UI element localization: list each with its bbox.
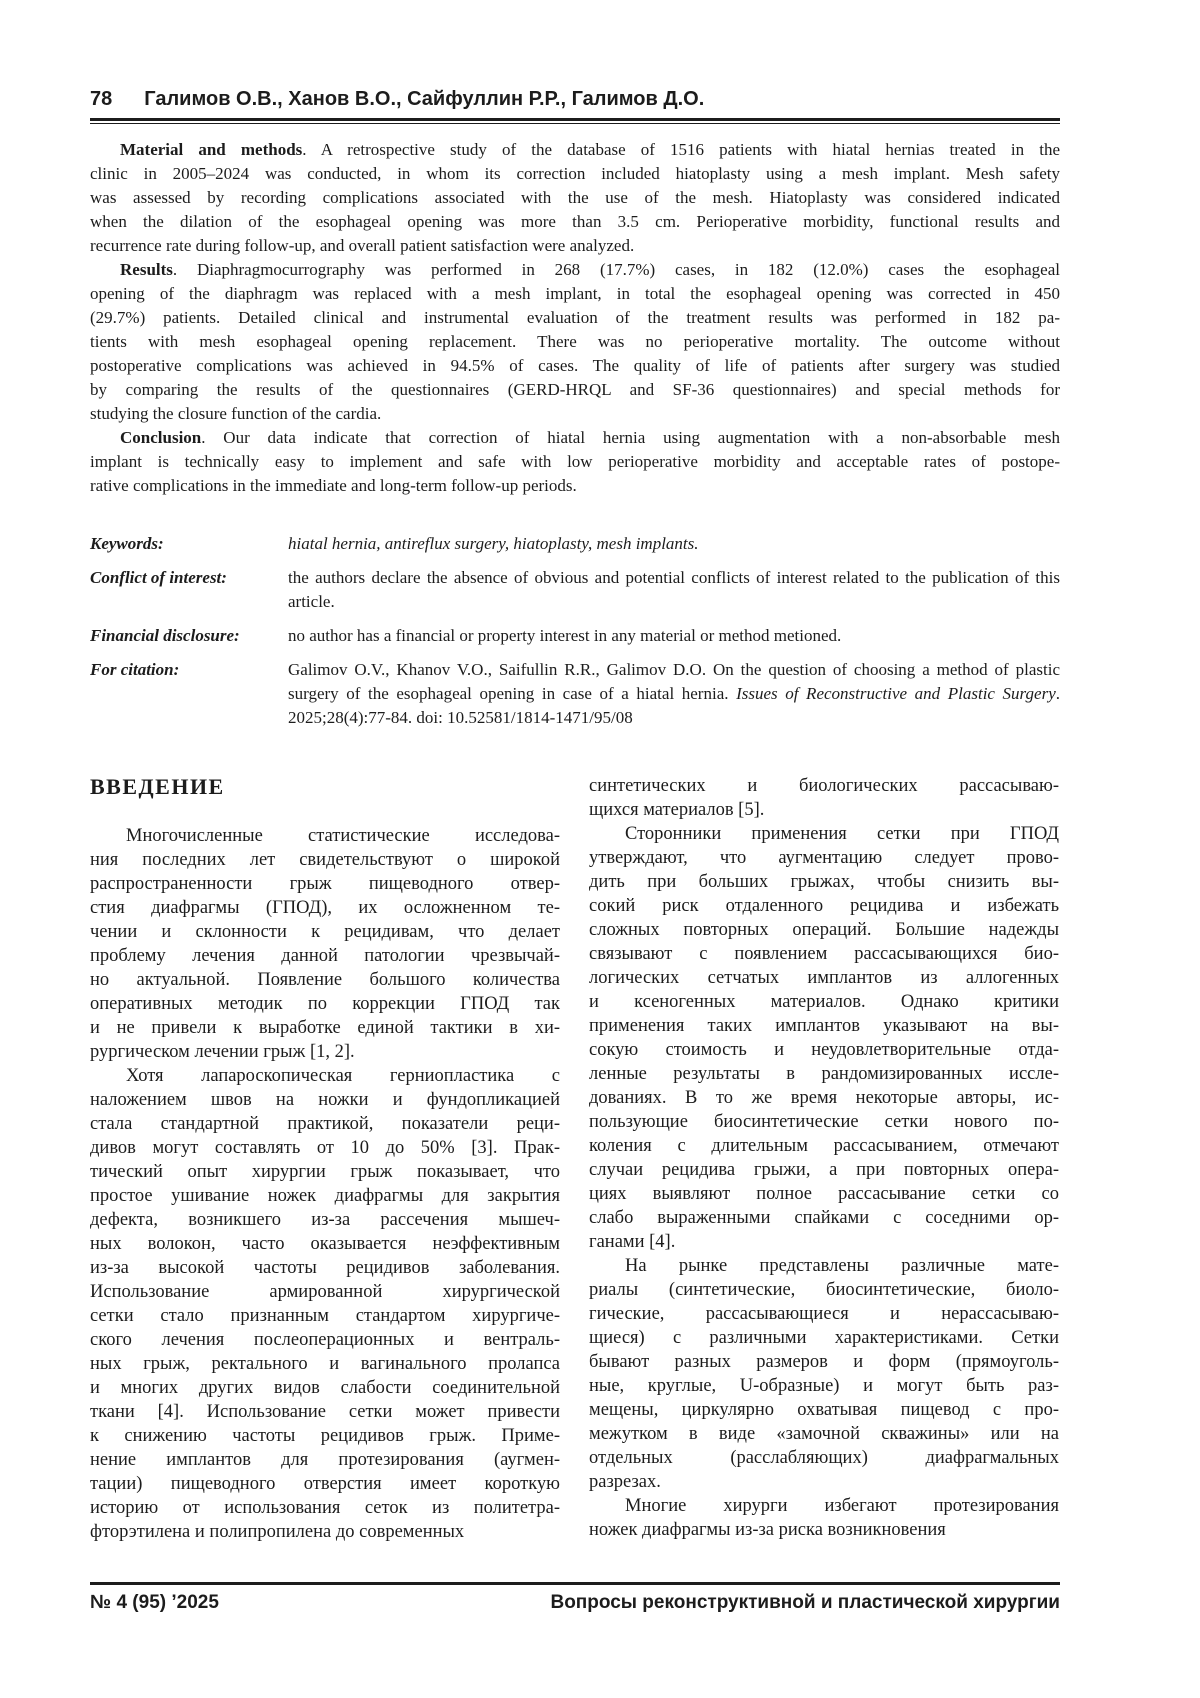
- text-line: оперативных методик по коррекции ГПОД так: [90, 994, 560, 1014]
- text-line: postoperative complications was achieved in 94.5% of cases. The quality of life of patients after surgery was studied: [90, 356, 1060, 375]
- text-line: но актуальной. Появление большого количества: [90, 970, 560, 990]
- paragraph: [90, 138, 1060, 258]
- abstract-section: [90, 138, 1060, 498]
- text-line: studying the closure function of the cardia.: [90, 404, 382, 423]
- text-line: сетки стало признанным стандартом хирургиче-: [90, 1306, 560, 1326]
- text-line: утверждают, что аугментацию следует прово-: [589, 848, 1059, 868]
- right-column: [589, 774, 1059, 1544]
- page-number: 78: [90, 88, 113, 110]
- text-line: связывают с появлением рассасывающихся био-: [589, 944, 1059, 964]
- text-line: Conclusion. Our data indicate that correction of hiatal hernia using augmentation with a non-absorbable mesh: [120, 428, 1060, 447]
- text-line: ния последних лет свидетельствуют о широкой: [90, 850, 560, 870]
- text-line: чении и склонности к рецидивам, что делает: [90, 922, 560, 942]
- text-line: ных грыж, ректального и вагинального пролапса: [90, 1354, 560, 1374]
- text-line: ленные результаты в рандомизированных иссле-: [589, 1064, 1059, 1084]
- text-line: opening of the diaphragm was replaced with a mesh implant, in total the esophageal opening was corrected in 450: [90, 284, 1060, 303]
- text-line: Сторонники применения сетки при ГПОД: [625, 824, 1059, 844]
- meta-value: Galimov O.V., Khanov V.O., Saifullin R.R., Galimov D.O. On the question of choosing a method of plastic surgery of the esophageal opening in case of a hiatal hernia. Issues of Reconstructive and Plastic Surgery. 2025;28(4):77-84. doi: 10.52581/1814-1471/95/08: [288, 660, 1061, 727]
- text-line: распространенности грыж пищеводного отвер-: [90, 874, 560, 894]
- introduction-heading: ВВЕДЕНИЕ: [90, 774, 225, 799]
- text-line: by comparing the results of the questionnaires (GERD-HRQL and SF-36 questionnaires) and special methods for: [90, 380, 1060, 399]
- meta-row: [90, 566, 1060, 614]
- paragraph: [589, 774, 1059, 822]
- text-line: сокую стоимость и неудовлетворительные отда-: [589, 1040, 1059, 1060]
- text-line: стия диафрагмы (ГПОД), их осложненном те-: [90, 898, 560, 918]
- text-line: Многие хирурги избегают протезирования: [625, 1496, 1059, 1516]
- text-line: рургическом лечении грыж [1, 2].: [90, 1042, 355, 1062]
- text-line: нение имплантов для протезирования (аугмен-: [90, 1450, 560, 1470]
- paragraph: [90, 426, 1060, 498]
- text-line: синтетических и биологических рассасываю-: [589, 776, 1059, 796]
- text-line: (29.7%) patients. Detailed clinical and instrumental evaluation of the treatment results was performed in 182 pa-: [90, 308, 1060, 327]
- text-line: проблему лечения данной патологии чрезвычай-: [90, 946, 560, 966]
- paragraph: [90, 824, 560, 1064]
- meta-row: [90, 624, 1060, 648]
- text-line: when the dilation of the esophageal opening was more than 3.5 cm. Perioperative morbidity, functional results and: [90, 212, 1060, 231]
- text-line: дивов могут составлять от 10 до 50% [3]. Прак-: [90, 1138, 560, 1158]
- text-line: Использование армированной хирургической: [90, 1282, 560, 1302]
- text-line: На рынке представлены различные мате-: [625, 1256, 1059, 1276]
- text-line: стала стандартной практикой, показатели реци-: [90, 1114, 560, 1134]
- meta-value: no author has a financial or property interest in any material or method metioned.: [288, 626, 842, 645]
- text-line: ные, круглые, U-образные) и могут быть раз-: [589, 1376, 1059, 1396]
- journal-title: Вопросы реконструктивной и пластической хирургии: [550, 1592, 1060, 1613]
- paragraph: [589, 1254, 1059, 1494]
- text-line: дить при больших грыжах, чтобы снизить вы-: [589, 872, 1059, 892]
- text-line: дефекта, возникшего из-за рассечения мышеч-: [90, 1210, 560, 1230]
- text-line: пользующие биосинтетические сетки нового по-: [589, 1112, 1059, 1132]
- footer-rule: [90, 1582, 1060, 1585]
- text-line: rative complications in the immediate and long-term follow-up periods.: [90, 476, 577, 495]
- text-line: простое ушивание ножек диафрагмы для закрытия: [90, 1186, 560, 1206]
- running-footer: [90, 1592, 1060, 1614]
- paragraph: [589, 1494, 1059, 1542]
- text-line: логических сетчатых имплантов из аллогенных: [589, 968, 1059, 988]
- text-line: сложных повторных операций. Большие надежды: [589, 920, 1059, 940]
- text-line: щиеся) с различными характеристиками. Сетки: [589, 1328, 1059, 1348]
- text-line: и не привели к выработке единой тактики в хи-: [90, 1018, 560, 1038]
- paragraph: [589, 822, 1059, 1254]
- running-authors: Галимов О.В., Ханов В.О., Сайфуллин Р.Р., Галимов Д.О.: [144, 88, 705, 110]
- meta-row: [90, 658, 1060, 730]
- meta-label: Keywords:: [90, 534, 164, 553]
- text-line: применения таких имплантов указывают на вы-: [589, 1016, 1059, 1036]
- meta-value: hiatal hernia, antireflux surgery, hiatoplasty, mesh implants.: [288, 534, 699, 553]
- text-line: implant is technically easy to implement and safe with low perioperative morbidity and acceptable rates of postope-: [90, 452, 1060, 471]
- meta-value: the authors declare the absence of obvious and potential conflicts of interest related to the publication of this article.: [288, 568, 1060, 611]
- left-column: [90, 774, 560, 1544]
- text-line: ского лечения послеоперационных и вентраль-: [90, 1330, 560, 1350]
- text-line: тический опыт хирургии грыж показывает, что: [90, 1162, 560, 1182]
- text-line: фторэтилена и полипропилена до современных: [90, 1522, 465, 1542]
- meta-row: [90, 532, 1060, 556]
- text-line: наложением швов на ножки и фундопликацией: [90, 1090, 560, 1110]
- text-line: ткани [4]. Использование сетки может привести: [90, 1402, 560, 1422]
- paragraph: [90, 1064, 560, 1544]
- text-line: Material and methods. A retrospective study of the database of 1516 patients with hiatal hernias treated in the: [120, 140, 1061, 159]
- text-line: тации) пищеводного отверстия имеет короткую: [90, 1474, 560, 1494]
- text-line: мещены, циркулярно охватывая пищевод с про-: [589, 1400, 1059, 1420]
- text-line: из-за высокой частоты рецидивов заболевания.: [90, 1258, 560, 1278]
- text-line: was assessed by recording complications associated with the use of the mesh. Hiatoplasty was considered indicated: [90, 188, 1060, 207]
- text-line: случаи рецидива грыжи, а при повторных опера-: [589, 1160, 1059, 1180]
- text-line: риалы (синтетические, биосинтетические, биоло-: [589, 1280, 1059, 1300]
- text-line: Results. Diaphragmocurrography was performed in 268 (17.7%) cases, in 182 (12.0%) cases the esophageal: [120, 260, 1060, 279]
- text-line: межутком в виде «замочной скважины» или на: [589, 1424, 1059, 1444]
- text-line: отдельных (расслабляющих) диафрагмальных: [589, 1448, 1059, 1468]
- text-line: и многих других видов слабости соединительной: [90, 1378, 560, 1398]
- text-line: ножек диафрагмы из-за риска возникновения: [589, 1520, 946, 1540]
- text-line: слабо выраженными спайками с соседними ор-: [589, 1208, 1059, 1228]
- text-line: коления с длительным рассасыванием, отмечают: [589, 1136, 1059, 1156]
- text-line: разрезах.: [589, 1472, 661, 1492]
- paragraph: [90, 258, 1060, 426]
- meta-label: Financial disclosure:: [90, 626, 240, 645]
- text-line: Многочисленные статистические исследова-: [126, 826, 560, 846]
- running-header: [90, 88, 1060, 118]
- left-column-text: [90, 824, 560, 1544]
- text-line: clinic in 2005–2024 was conducted, in whom its correction included hiatoplasty using a mesh implant. Mesh safety: [90, 164, 1060, 183]
- text-line: дованиях. В то же время некоторые авторы, ис-: [589, 1088, 1059, 1108]
- text-line: к снижению частоты рецидивов грыж. Приме-: [90, 1426, 560, 1446]
- issue-number: № 4 (95) ’2025: [90, 1592, 219, 1613]
- text-line: и ксеногенных материалов. Однако критики: [589, 992, 1059, 1012]
- text-line: сокий риск отдаленного рецидива и избежать: [589, 896, 1059, 916]
- text-line: ных волокон, часто оказывается неэффективным: [90, 1234, 560, 1254]
- header-rule: [90, 118, 1060, 124]
- text-line: tients with mesh esophageal opening replacement. There was no perioperative mortality. The outcome without: [90, 332, 1060, 351]
- text-line: recurrence rate during follow-up, and overall patient satisfaction were analyzed.: [90, 236, 635, 255]
- text-line: историю от использования сеток из политетра-: [90, 1498, 560, 1518]
- text-line: циях выявляют полное рассасывание сетки со: [589, 1184, 1059, 1204]
- text-line: гические, рассасывающиеся и нерассасываю-: [589, 1304, 1059, 1324]
- meta-label: For citation:: [90, 660, 180, 679]
- text-line: щихся материалов [5].: [589, 800, 765, 820]
- article-meta-section: [90, 532, 1060, 730]
- text-line: Хотя лапароскопическая герниопластика с: [126, 1066, 560, 1086]
- introduction-section: [90, 774, 1060, 1544]
- text-line: бывают разных размеров и форм (прямоуголь-: [589, 1352, 1059, 1372]
- text-line: ганами [4].: [589, 1232, 676, 1252]
- meta-label: Conflict of interest:: [90, 568, 227, 587]
